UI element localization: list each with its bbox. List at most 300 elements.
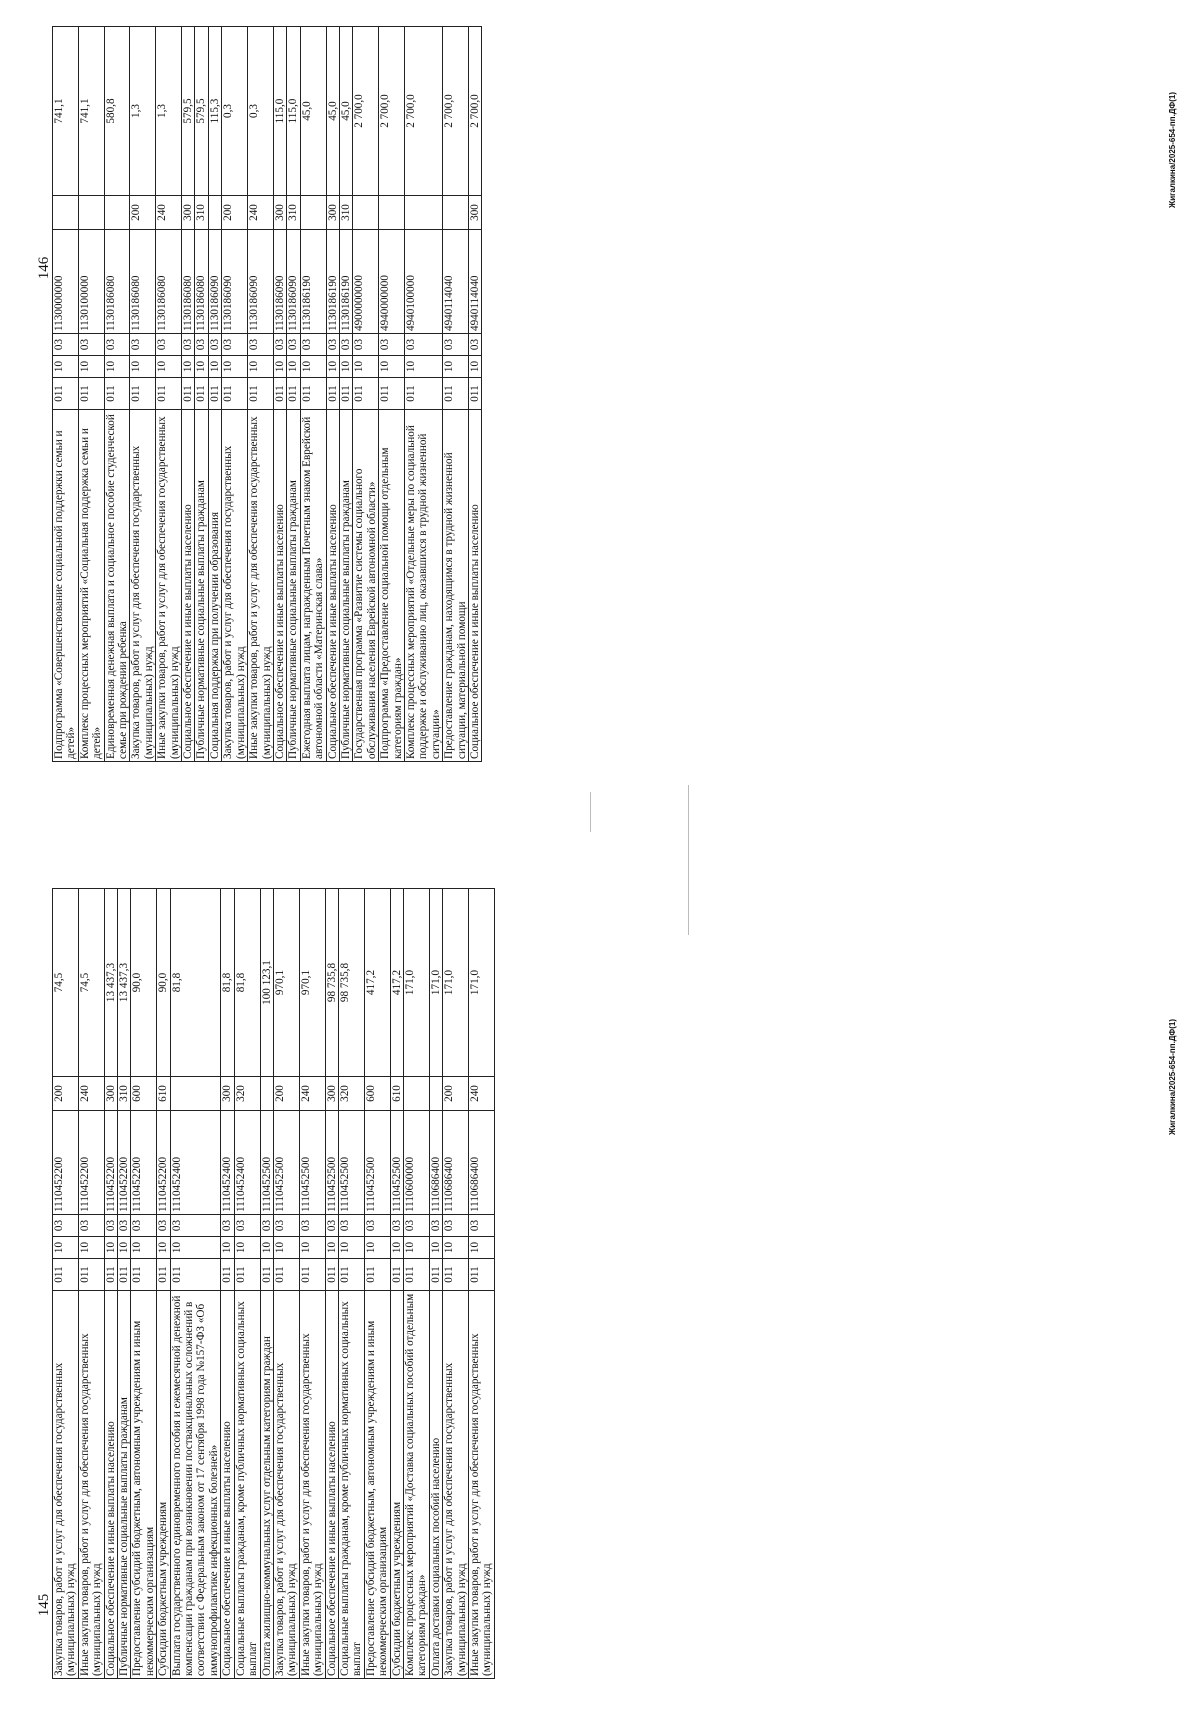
cell-vr — [260, 1077, 273, 1111]
cell-c: 03 — [390, 1215, 403, 1237]
cell-name: Оплата доставки социальных пособий населению — [429, 1291, 442, 1679]
cell-vr — [208, 196, 221, 230]
cell-vr: 240 — [248, 196, 274, 230]
cell-code: 1110452200 — [157, 1111, 170, 1215]
cell-vr — [353, 196, 379, 230]
cell-a: 011 — [469, 1259, 495, 1291]
cell-a: 011 — [326, 378, 339, 410]
cell-vr — [53, 196, 79, 230]
table-row — [170, 889, 221, 1679]
cell-vr: 300 — [325, 1077, 338, 1111]
cell-code: 4940000000 — [379, 230, 405, 334]
cell-a: 011 — [469, 378, 482, 410]
cell-vr: 300 — [182, 196, 195, 230]
cell-name: Иные закупки товаров, работ и услуг для обеспечения государственных (муниципальных) нужд — [299, 1291, 325, 1679]
cell-sum: 45,0 — [326, 27, 339, 196]
table-row — [118, 889, 131, 1679]
cell-code: 1110452500 — [260, 1111, 273, 1215]
cell-code: 1130186080 — [195, 230, 208, 334]
cell-c: 03 — [118, 1215, 131, 1237]
cell-a: 011 — [273, 378, 286, 410]
cell-code: 1130186090 — [287, 230, 300, 334]
cell-b: 10 — [222, 356, 248, 378]
cell-code: 1110452500 — [325, 1111, 338, 1215]
cell-vr: 200 — [53, 1077, 79, 1111]
cell-c: 03 — [443, 334, 469, 356]
cell-b: 10 — [53, 356, 79, 378]
cell-c: 03 — [300, 334, 326, 356]
cell-b: 10 — [104, 1237, 117, 1259]
cell-c: 03 — [248, 334, 274, 356]
cell-sum: 2 700,0 — [404, 27, 442, 196]
cell-sum: 90,0 — [131, 889, 157, 1077]
cell-sum: 171,0 — [443, 889, 469, 1077]
scan-mark — [688, 785, 689, 935]
cell-sum: 90,0 — [157, 889, 170, 1077]
cell-b: 10 — [131, 1237, 157, 1259]
table-row — [273, 27, 286, 762]
cell-b: 10 — [208, 356, 221, 378]
cell-name: Социальное обеспечение и иные выплаты населению — [273, 410, 286, 762]
table-row — [104, 889, 117, 1679]
cell-a: 011 — [195, 378, 208, 410]
cell-code: 1130000000 — [53, 230, 79, 334]
cell-code: 1110452500 — [299, 1111, 325, 1215]
table-row — [403, 889, 429, 1679]
cell-code: 1110452500 — [364, 1111, 390, 1215]
cell-b: 10 — [299, 1237, 325, 1259]
cell-c: 03 — [325, 1215, 338, 1237]
cell-vr: 310 — [195, 196, 208, 230]
cell-vr: 300 — [469, 196, 482, 230]
cell-code: 1110452500 — [390, 1111, 403, 1215]
cell-c: 03 — [53, 1215, 79, 1237]
cell-c: 03 — [130, 334, 156, 356]
cell-a: 011 — [443, 1259, 469, 1291]
table-row — [429, 889, 442, 1679]
cell-sum: 579,5 — [182, 27, 195, 196]
cell-code: 4940114040 — [469, 230, 482, 334]
cell-a: 011 — [404, 378, 442, 410]
cell-code: 1110686400 — [429, 1111, 442, 1215]
cell-name: Комплекс процессных мероприятий «Социальная поддержка семьи и детей» — [78, 410, 104, 762]
cell-vr: 310 — [287, 196, 300, 230]
cell-name: Закупка товаров, работ и услуг для обеспечения государственных (муниципальных) нужд — [273, 1291, 299, 1679]
cell-a: 011 — [221, 1259, 234, 1291]
table-row — [222, 27, 248, 762]
cell-a: 011 — [299, 1259, 325, 1291]
table-row — [260, 889, 273, 1679]
table-row — [208, 27, 221, 762]
cell-b: 10 — [403, 1237, 429, 1259]
table-row — [78, 27, 104, 762]
cell-name: Публичные нормативные социальные выплаты гражданам — [118, 1291, 131, 1679]
cell-a: 011 — [339, 378, 352, 410]
footer-code: Жигалкина/2025-654-пп.ДФ(1) — [1168, 1019, 1177, 1135]
cell-a: 011 — [222, 378, 248, 410]
cell-vr: 200 — [443, 1077, 469, 1111]
cell-vr — [403, 1077, 429, 1111]
cell-a: 011 — [338, 1259, 364, 1291]
cell-name: Государственная программа «Развитие системы социального обслуживания населения Еврейской автономной области» — [353, 410, 379, 762]
cell-c: 03 — [182, 334, 195, 356]
cell-name: Иные закупки товаров, работ и услуг для обеспечения государственных (муниципальных) нужд — [248, 410, 274, 762]
cell-b: 10 — [156, 356, 182, 378]
cell-code: 1110452500 — [273, 1111, 299, 1215]
cell-c: 03 — [287, 334, 300, 356]
cell-b: 10 — [338, 1237, 364, 1259]
cell-b: 10 — [157, 1237, 170, 1259]
cell-a: 011 — [273, 1259, 299, 1291]
cell-sum: 579,5 — [195, 27, 208, 196]
cell-c: 03 — [338, 1215, 364, 1237]
cell-code: 1130186090 — [248, 230, 274, 334]
cell-a: 011 — [325, 1259, 338, 1291]
cell-vr: 600 — [131, 1077, 157, 1111]
cell-sum: 2 700,0 — [353, 27, 379, 196]
cell-c: 03 — [404, 334, 442, 356]
footer-code: Жигалкина/2025-654-пп.ДФ(1) — [1168, 92, 1177, 208]
cell-c: 03 — [273, 334, 286, 356]
cell-sum: 580,8 — [104, 27, 130, 196]
cell-c: 03 — [443, 1215, 469, 1237]
page-number: 146 — [36, 256, 52, 280]
cell-vr: 240 — [299, 1077, 325, 1111]
cell-b: 10 — [326, 356, 339, 378]
cell-sum: 417,2 — [364, 889, 390, 1077]
cell-b: 10 — [364, 1237, 390, 1259]
cell-vr: 240 — [156, 196, 182, 230]
cell-name: Закупка товаров, работ и услуг для обеспечения государственных (муниципальных) нужд — [443, 1291, 469, 1679]
cell-c: 03 — [221, 1215, 234, 1237]
cell-a: 011 — [403, 1259, 429, 1291]
cell-b: 10 — [195, 356, 208, 378]
cell-a: 011 — [104, 378, 130, 410]
cell-sum: 13 437,3 — [118, 889, 131, 1077]
cell-a: 011 — [379, 378, 405, 410]
cell-a: 011 — [118, 1259, 131, 1291]
cell-sum: 74,5 — [78, 889, 104, 1077]
cell-code: 1110452200 — [53, 1111, 79, 1215]
cell-code: 1130186090 — [208, 230, 221, 334]
cell-sum: 2 700,0 — [469, 27, 482, 196]
cell-vr — [78, 196, 104, 230]
cell-c: 03 — [78, 1215, 104, 1237]
cell-name: Закупка товаров, работ и услуг для обеспечения государственных (муниципальных) нужд — [53, 1291, 79, 1679]
cell-code: 1130186080 — [182, 230, 195, 334]
cell-a: 011 — [170, 1259, 221, 1291]
cell-name: Предоставление гражданам, находящимся в трудной жизненной ситуации, материальной помощи — [443, 410, 469, 762]
cell-c: 03 — [208, 334, 221, 356]
cell-sum: 45,0 — [339, 27, 352, 196]
cell-code: 4940100000 — [404, 230, 442, 334]
table-row — [299, 889, 325, 1679]
cell-c: 03 — [339, 334, 352, 356]
cell-a: 011 — [353, 378, 379, 410]
table-row — [182, 27, 195, 762]
cell-name: Социальное обеспечение и иные выплаты населению — [326, 410, 339, 762]
cell-name: Субсидии бюджетным учреждениям — [390, 1291, 403, 1679]
cell-c: 03 — [364, 1215, 390, 1237]
table-row — [221, 889, 234, 1679]
cell-b: 10 — [53, 1237, 79, 1259]
cell-code: 1130186190 — [326, 230, 339, 334]
cell-code: 1130186080 — [104, 230, 130, 334]
cell-sum: 741,1 — [53, 27, 79, 196]
cell-vr: 600 — [364, 1077, 390, 1111]
cell-vr — [404, 196, 442, 230]
cell-c: 03 — [379, 334, 405, 356]
cell-name: Публичные нормативные социальные выплаты гражданам — [195, 410, 208, 762]
cell-sum: 970,1 — [273, 889, 299, 1077]
cell-b: 10 — [273, 1237, 299, 1259]
cell-b: 10 — [248, 356, 274, 378]
table-row — [338, 889, 364, 1679]
cell-code: 1110452400 — [234, 1111, 260, 1215]
cell-sum: 98 735,8 — [325, 889, 338, 1077]
table-row — [390, 889, 403, 1679]
cell-b: 10 — [182, 356, 195, 378]
cell-name: Комплекс процессных мероприятий «Доставка социальных пособий отдельным категориям граждан» — [403, 1291, 429, 1679]
cell-name: Социальные выплаты гражданам, кроме публичных нормативных социальных выплат — [234, 1291, 260, 1679]
cell-name: Предоставление субсидий бюджетным, автономным учреждениям и иным некоммерческим организациям — [131, 1291, 157, 1679]
table-row — [273, 889, 299, 1679]
cell-vr: 200 — [222, 196, 248, 230]
cell-code: 1110686400 — [469, 1111, 495, 1215]
cell-vr: 300 — [104, 1077, 117, 1111]
cell-c: 03 — [195, 334, 208, 356]
cell-code: 1110600000 — [403, 1111, 429, 1215]
cell-sum: 81,8 — [234, 889, 260, 1077]
cell-sum: 0,3 — [222, 27, 248, 196]
cell-vr: 320 — [234, 1077, 260, 1111]
table-row — [469, 889, 495, 1679]
cell-a: 011 — [104, 1259, 117, 1291]
cell-b: 10 — [118, 1237, 131, 1259]
cell-name: Предоставление субсидий бюджетным, автономным учреждениям и иным некоммерческим организациям — [364, 1291, 390, 1679]
cell-c: 03 — [260, 1215, 273, 1237]
cell-name: Публичные нормативные социальные выплаты гражданам — [339, 410, 352, 762]
table-row — [364, 889, 390, 1679]
cell-b: 10 — [300, 356, 326, 378]
cell-a: 011 — [287, 378, 300, 410]
cell-vr: 300 — [221, 1077, 234, 1111]
table-row — [326, 27, 339, 762]
cell-b: 10 — [443, 356, 469, 378]
cell-sum: 417,2 — [390, 889, 403, 1077]
table-row — [379, 27, 405, 762]
cell-b: 10 — [78, 1237, 104, 1259]
cell-c: 03 — [170, 1215, 221, 1237]
cell-code: 1110452200 — [118, 1111, 131, 1215]
cell-sum: 1,3 — [156, 27, 182, 196]
cell-b: 10 — [273, 356, 286, 378]
cell-vr: 320 — [338, 1077, 364, 1111]
cell-code: 4900000000 — [353, 230, 379, 334]
cell-b: 10 — [429, 1237, 442, 1259]
cell-b: 10 — [379, 356, 405, 378]
cell-a: 011 — [443, 378, 469, 410]
cell-name: Иные закупки товаров, работ и услуг для обеспечения государственных (муниципальных) нужд — [156, 410, 182, 762]
cell-name: Единовременная денежная выплата и социальное пособие студенческой семье при рождении ребенка — [104, 410, 130, 762]
cell-sum: 45,0 — [300, 27, 326, 196]
cell-name: Социальное обеспечение и иные выплаты населению — [325, 1291, 338, 1679]
cell-vr — [104, 196, 130, 230]
cell-sum: 1,3 — [130, 27, 156, 196]
cell-name: Социальное обеспечение и иные выплаты населению — [104, 1291, 117, 1679]
table-row — [78, 889, 104, 1679]
cell-sum: 74,5 — [53, 889, 79, 1077]
cell-name: Выплата государственного единовременного пособия и ежемесячной денежной компенсации гражданам при возникновении поствакцинальных осложнений в соответствии с Федеральным законом от 17 сентября 1998 года №157-ФЗ «Об иммунопрофилактике инфекционных болезней» — [170, 1291, 221, 1679]
cell-sum: 171,0 — [403, 889, 429, 1077]
cell-c: 03 — [234, 1215, 260, 1237]
cell-a: 011 — [429, 1259, 442, 1291]
table-row — [53, 889, 79, 1679]
cell-b: 10 — [130, 356, 156, 378]
cell-vr: 240 — [469, 1077, 495, 1111]
cell-c: 03 — [157, 1215, 170, 1237]
cell-name: Подпрограмма «Предоставление социальной помощи отдельным категориям граждан» — [379, 410, 405, 762]
cell-name: Оплата жилищно-коммунальных услуг отдельным категориям граждан — [260, 1291, 273, 1679]
cell-b: 10 — [443, 1237, 469, 1259]
cell-name: Социальные выплаты гражданам, кроме публичных нормативных социальных выплат — [338, 1291, 364, 1679]
cell-code: 1110452200 — [131, 1111, 157, 1215]
cell-name: Закупка товаров, работ и услуг для обеспечения государственных (муниципальных) нужд — [222, 410, 248, 762]
cell-a: 011 — [53, 378, 79, 410]
page-145 — [0, 858, 1200, 1715]
cell-b: 10 — [104, 356, 130, 378]
cell-sum: 171,0 — [429, 889, 442, 1077]
table-row — [130, 27, 156, 762]
cell-name: Подпрограмма «Совершенствование социальной поддержки семьи и детей» — [53, 410, 79, 762]
cell-name: Иные закупки товаров, работ и услуг для обеспечения государственных (муниципальных) нужд — [469, 1291, 495, 1679]
cell-c: 03 — [353, 334, 379, 356]
table-row — [195, 27, 208, 762]
cell-sum: 81,8 — [170, 889, 221, 1077]
cell-vr — [443, 196, 469, 230]
cell-vr: 240 — [78, 1077, 104, 1111]
cell-vr — [379, 196, 405, 230]
cell-vr: 310 — [118, 1077, 131, 1111]
cell-code: 1130100000 — [78, 230, 104, 334]
cell-vr — [429, 1077, 442, 1111]
cell-a: 011 — [234, 1259, 260, 1291]
cell-vr — [170, 1077, 221, 1111]
page-number: 145 — [36, 1593, 52, 1617]
cell-name: Ежегодная выплата лицам, награжденным Почетным знаком Еврейской автономной области «Материнская слава» — [300, 410, 326, 762]
cell-sum: 115,0 — [273, 27, 286, 196]
cell-b: 10 — [404, 356, 442, 378]
cell-sum: 13 437,3 — [104, 889, 117, 1077]
table-row — [104, 27, 130, 762]
cell-code: 1110452500 — [338, 1111, 364, 1215]
cell-b: 10 — [325, 1237, 338, 1259]
cell-code: 1130186080 — [130, 230, 156, 334]
cell-name: Комплекс процессных мероприятий «Отдельные меры по социальной поддержке и обслуживанию лиц, оказавшихся в трудной жизненной ситуации» — [404, 410, 442, 762]
cell-code: 1130186190 — [339, 230, 352, 334]
cell-c: 03 — [104, 1215, 117, 1237]
cell-vr: 200 — [130, 196, 156, 230]
table-row — [53, 27, 79, 762]
cell-c: 03 — [326, 334, 339, 356]
table-row — [469, 27, 482, 762]
cell-code: 1110452400 — [221, 1111, 234, 1215]
table-row — [353, 27, 379, 762]
cell-code: 1110452400 — [170, 1111, 221, 1215]
table-row — [339, 27, 352, 762]
cell-a: 011 — [78, 1259, 104, 1291]
table-row — [156, 27, 182, 762]
table-row — [248, 27, 274, 762]
cell-vr: 300 — [326, 196, 339, 230]
table-row — [300, 27, 326, 762]
table-row — [404, 27, 442, 762]
cell-sum: 115,0 — [287, 27, 300, 196]
cell-c: 03 — [403, 1215, 429, 1237]
cell-vr — [300, 196, 326, 230]
cell-a: 011 — [130, 378, 156, 410]
cell-name: Иные закупки товаров, работ и услуг для обеспечения государственных (муниципальных) нужд — [78, 1291, 104, 1679]
cell-sum: 81,8 — [221, 889, 234, 1077]
cell-b: 10 — [287, 356, 300, 378]
cell-c: 03 — [104, 334, 130, 356]
cell-a: 011 — [157, 1259, 170, 1291]
cell-c: 03 — [156, 334, 182, 356]
cell-sum: 171,0 — [469, 889, 495, 1077]
cell-code: 1110452200 — [78, 1111, 104, 1215]
cell-name: Закупка товаров, работ и услуг для обеспечения государственных (муниципальных) нужд — [130, 410, 156, 762]
cell-vr: 610 — [390, 1077, 403, 1111]
table-row — [131, 889, 157, 1679]
cell-a: 011 — [131, 1259, 157, 1291]
cell-a: 011 — [300, 378, 326, 410]
cell-code: 1130186080 — [156, 230, 182, 334]
cell-b: 10 — [390, 1237, 403, 1259]
cell-a: 011 — [390, 1259, 403, 1291]
cell-sum: 970,1 — [299, 889, 325, 1077]
cell-vr: 200 — [273, 1077, 299, 1111]
budget-table — [52, 26, 482, 762]
cell-a: 011 — [248, 378, 274, 410]
cell-c: 03 — [131, 1215, 157, 1237]
cell-name: Субсидии бюджетным учреждениям — [157, 1291, 170, 1679]
cell-code: 1130186090 — [222, 230, 248, 334]
cell-vr: 610 — [157, 1077, 170, 1111]
cell-b: 10 — [469, 356, 482, 378]
cell-a: 011 — [78, 378, 104, 410]
budget-table — [52, 888, 495, 1679]
cell-code: 1130186090 — [273, 230, 286, 334]
cell-a: 011 — [260, 1259, 273, 1291]
cell-c: 03 — [299, 1215, 325, 1237]
cell-sum: 2 700,0 — [443, 27, 469, 196]
table-row — [443, 889, 469, 1679]
cell-c: 03 — [273, 1215, 299, 1237]
cell-c: 03 — [222, 334, 248, 356]
cell-a: 011 — [364, 1259, 390, 1291]
cell-b: 10 — [469, 1237, 495, 1259]
cell-b: 10 — [221, 1237, 234, 1259]
table-row — [325, 889, 338, 1679]
cell-name: Социальное обеспечение и иные выплаты населению — [221, 1291, 234, 1679]
cell-a: 011 — [208, 378, 221, 410]
cell-b: 10 — [234, 1237, 260, 1259]
cell-sum: 98 735,8 — [338, 889, 364, 1077]
cell-sum: 100 123,1 — [260, 889, 273, 1077]
cell-name: Социальное обеспечение и иные выплаты населению — [469, 410, 482, 762]
cell-a: 011 — [156, 378, 182, 410]
table-row — [443, 27, 469, 762]
